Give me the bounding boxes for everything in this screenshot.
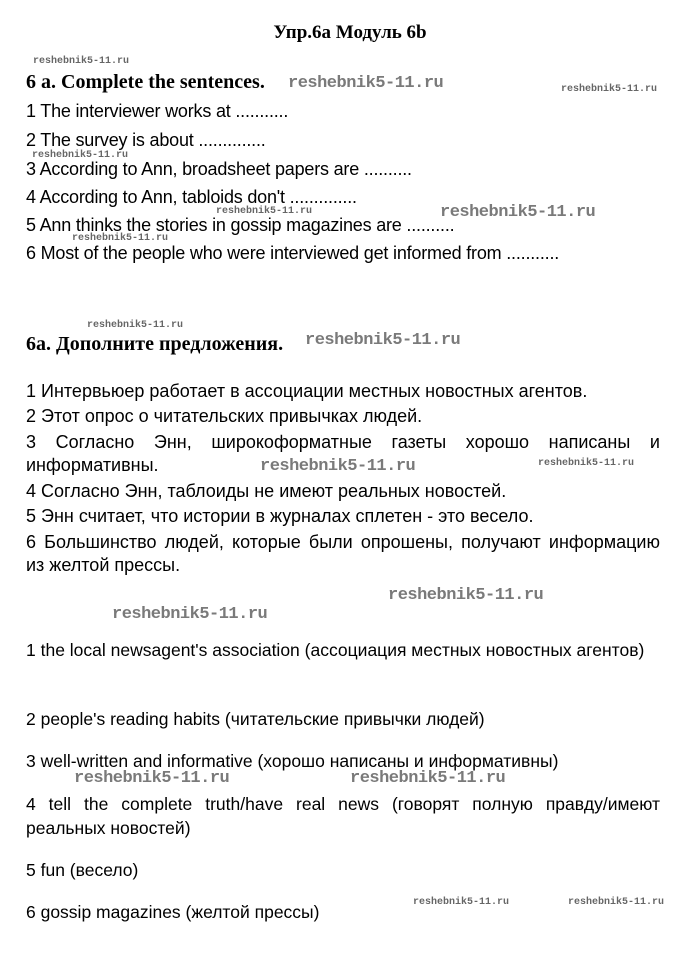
russian-sentence-2: 2 Этот опрос о читательских привычках людей.: [26, 406, 423, 426]
watermark: reshebnik5-11.ru: [33, 56, 130, 67]
watermark: reshebnik5-11.ru: [440, 203, 596, 222]
watermark: reshebnik5-11.ru: [288, 74, 444, 93]
russian-sentence-6: 6 Большинство людей, которые были опрошены, получают информацию из желтой прессы.: [26, 532, 660, 575]
watermark: reshebnik5-11.ru: [350, 769, 506, 788]
russian-sentence-4: 4 Согласно Энн, таблоиды не имеют реальных новостей.: [26, 481, 507, 501]
watermark: reshebnik5-11.ru: [538, 458, 635, 469]
watermark: reshebnik5-11.ru: [72, 233, 169, 244]
watermark: reshebnik5-11.ru: [112, 605, 268, 624]
watermark: reshebnik5-11.ru: [74, 769, 230, 788]
watermark: reshebnik5-11.ru: [87, 320, 184, 331]
page-title: Упр.6а Модуль 6b: [273, 22, 427, 43]
english-sentence-1: 1 The interviewer works at ...........: [26, 101, 289, 121]
english-sentence-3: 3 According to Ann, broadsheet papers are ..........: [26, 159, 412, 179]
english-task-heading: 6 a. Complete the sentences.: [26, 71, 265, 93]
russian-sentence-1: 1 Интервьюер работает в ассоциации местных новостных агентов.: [26, 381, 588, 401]
watermark: reshebnik5-11.ru: [32, 150, 129, 161]
watermark: reshebnik5-11.ru: [568, 897, 665, 908]
watermark: reshebnik5-11.ru: [305, 331, 461, 350]
watermark: reshebnik5-11.ru: [260, 457, 416, 476]
russian-sentence-3: 3 Согласно Энн, широкоформатные газеты хорошо написаны и информативны.: [26, 432, 660, 475]
english-sentence-2: 2 The survey is about ..............: [26, 130, 266, 150]
watermark: reshebnik5-11.ru: [413, 897, 510, 908]
watermark: reshebnik5-11.ru: [388, 586, 544, 605]
russian-sentence-5: 5 Энн считает, что истории в журналах сплетен - это весело.: [26, 506, 534, 526]
answer-4: 4 tell the complete truth/have real news (говорят полную правду/имеют реальных новостей): [26, 794, 660, 838]
answer-3: 3 well-written and informative (хорошо написаны и информативны): [26, 751, 559, 771]
answer-1: 1 the local newsagent's association (ассоциация местных новостных агентов): [26, 640, 645, 660]
answer-2: 2 people's reading habits (читательские привычки людей): [26, 709, 485, 729]
answer-6: 6 gossip magazines (желтой прессы): [26, 902, 320, 922]
russian-task-heading: 6а. Дополните предложения.: [26, 333, 284, 355]
watermark: reshebnik5-11.ru: [216, 206, 313, 217]
english-sentence-4: 4 According to Ann, tabloids don't ..............: [26, 187, 357, 207]
watermark: reshebnik5-11.ru: [561, 84, 658, 95]
english-sentence-5: 5 Ann thinks the stories in gossip magazines are ..........: [26, 215, 455, 235]
english-sentence-6: 6 Most of the people who were interviewed get informed from ...........: [26, 243, 560, 263]
answer-5: 5 fun (весело): [26, 860, 139, 880]
